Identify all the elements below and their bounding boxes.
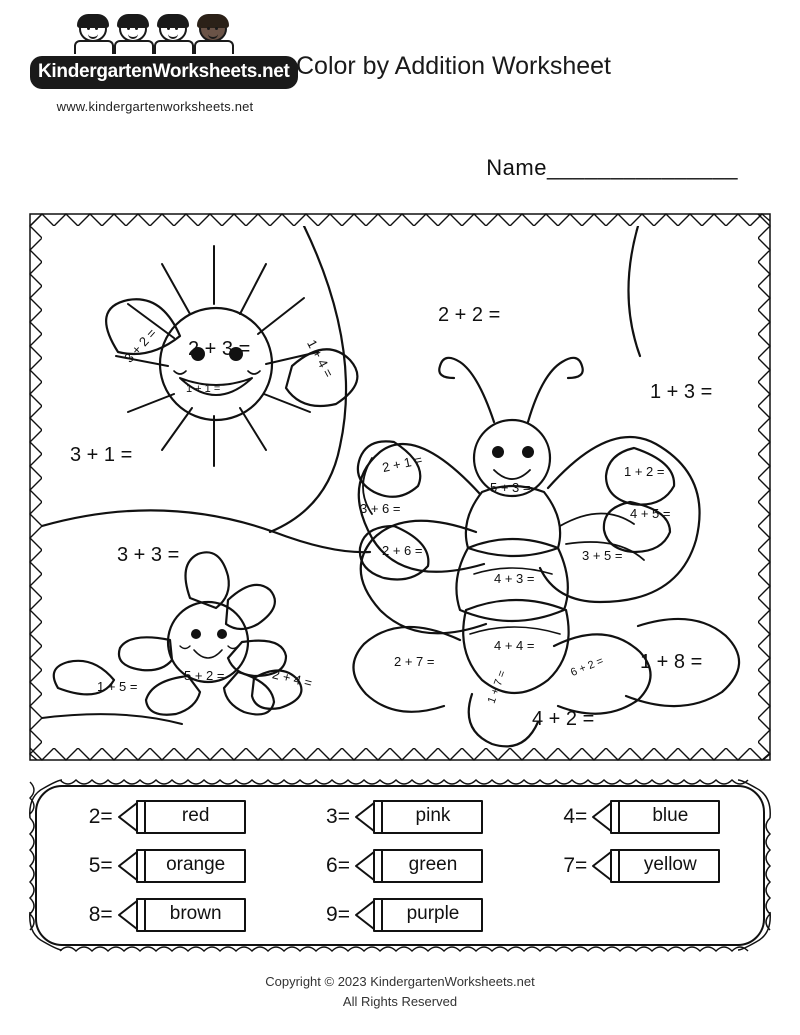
color-key-number: 8= bbox=[88, 902, 113, 926]
equation-label: 5 + 2 = bbox=[184, 668, 225, 683]
crayon-icon bbox=[354, 799, 484, 835]
site-logo[interactable] bbox=[30, 18, 290, 114]
crayon-icon bbox=[117, 897, 247, 933]
crayon-color-label: pink bbox=[415, 804, 451, 826]
rights-text: All Rights Reserved bbox=[342, 993, 458, 1009]
equation-label: 4 + 2 = bbox=[532, 708, 595, 730]
page-footer bbox=[0, 972, 800, 1011]
kids-illustration-icon bbox=[50, 18, 260, 54]
crayon-color-label: purple bbox=[406, 902, 460, 924]
equation-label: 2 + 6 = bbox=[382, 543, 423, 558]
color-key-item bbox=[79, 897, 247, 933]
site-url: www.kindergartenworksheets.net bbox=[56, 99, 254, 114]
equation-label: 2 + 1 = bbox=[380, 451, 424, 476]
color-key-number: 5= bbox=[88, 853, 113, 877]
equation-label: 6 + 2 = bbox=[568, 655, 606, 679]
equation-label: 2 + 4 = bbox=[270, 666, 314, 691]
crayon-icon bbox=[591, 848, 721, 884]
color-key-item bbox=[79, 799, 247, 835]
equation-label: 3 + 6 = bbox=[360, 501, 401, 516]
page-header bbox=[0, 0, 800, 140]
crayon-color-label: orange bbox=[166, 853, 226, 875]
equation-label: 1 + 8 = bbox=[640, 651, 703, 673]
equation-label: 1 + 1 = bbox=[186, 383, 221, 395]
equation-label: 5 + 3 = bbox=[490, 480, 531, 495]
equation-label: 1 + 4 = bbox=[304, 337, 337, 380]
color-key-number: 3= bbox=[326, 804, 350, 828]
equation-label: 2 + 2 = bbox=[438, 304, 501, 326]
equation-label: 4 + 5 = bbox=[630, 506, 671, 521]
color-key-list bbox=[44, 792, 756, 939]
equation-label: 3 + 3 = bbox=[117, 544, 180, 566]
color-key-number: 7= bbox=[563, 853, 588, 877]
color-key-number: 9= bbox=[326, 902, 350, 926]
color-key-number: 2= bbox=[88, 804, 113, 828]
crayon-icon bbox=[354, 848, 484, 884]
equation-label: 2 + 7 = bbox=[394, 654, 435, 669]
color-key-number: 6= bbox=[326, 853, 350, 877]
coloring-scene bbox=[42, 226, 758, 748]
equation-label: 1 + 7 = bbox=[485, 668, 509, 706]
copyright-text: Copyright © 2023 KindergartenWorksheets.net bbox=[265, 974, 535, 989]
equation-label: 3 + 5 = bbox=[582, 548, 623, 563]
equation-label: 3 + 1 = bbox=[70, 444, 133, 466]
equation-label: 1 + 5 = bbox=[97, 679, 138, 694]
name-field-label: Name_______________ bbox=[486, 155, 738, 180]
color-key-frame bbox=[28, 778, 772, 953]
crayon-color-label: brown bbox=[169, 902, 222, 924]
color-key-number: 4= bbox=[563, 804, 588, 828]
crayon-icon bbox=[591, 799, 721, 835]
equation-label: 3 + 2 = bbox=[121, 325, 160, 366]
crayon-icon bbox=[117, 848, 247, 884]
color-key-item bbox=[79, 848, 247, 884]
logo-banner bbox=[30, 56, 298, 89]
kid-figure-icon bbox=[152, 16, 196, 54]
crayon-color-label: red bbox=[181, 804, 210, 826]
color-key-item bbox=[316, 799, 484, 835]
equation-label: 4 + 3 = bbox=[494, 571, 535, 586]
equation-label: 1 + 2 = bbox=[624, 464, 665, 479]
coloring-picture-frame bbox=[28, 212, 772, 762]
logo-text: KindergartenWorksheets.net bbox=[38, 61, 290, 82]
color-key-item bbox=[316, 897, 484, 933]
equation-label: 4 + 4 = bbox=[494, 638, 535, 653]
equation-label: 1 + 3 = bbox=[650, 381, 713, 403]
crayon-icon bbox=[117, 799, 247, 835]
color-key-item bbox=[553, 848, 721, 884]
crayon-color-label: blue bbox=[652, 804, 689, 826]
kid-figure-icon bbox=[192, 16, 236, 54]
page-title: Color by Addition Worksheet bbox=[296, 52, 611, 80]
color-key-item bbox=[316, 848, 484, 884]
kid-figure-icon bbox=[112, 16, 156, 54]
color-key-item bbox=[553, 799, 721, 835]
crayon-color-label: green bbox=[408, 853, 458, 875]
crayon-icon bbox=[354, 897, 484, 933]
kid-figure-icon bbox=[72, 16, 116, 54]
equation-label: 2 + 3 = bbox=[188, 338, 251, 360]
crayon-color-label: yellow bbox=[643, 853, 697, 875]
